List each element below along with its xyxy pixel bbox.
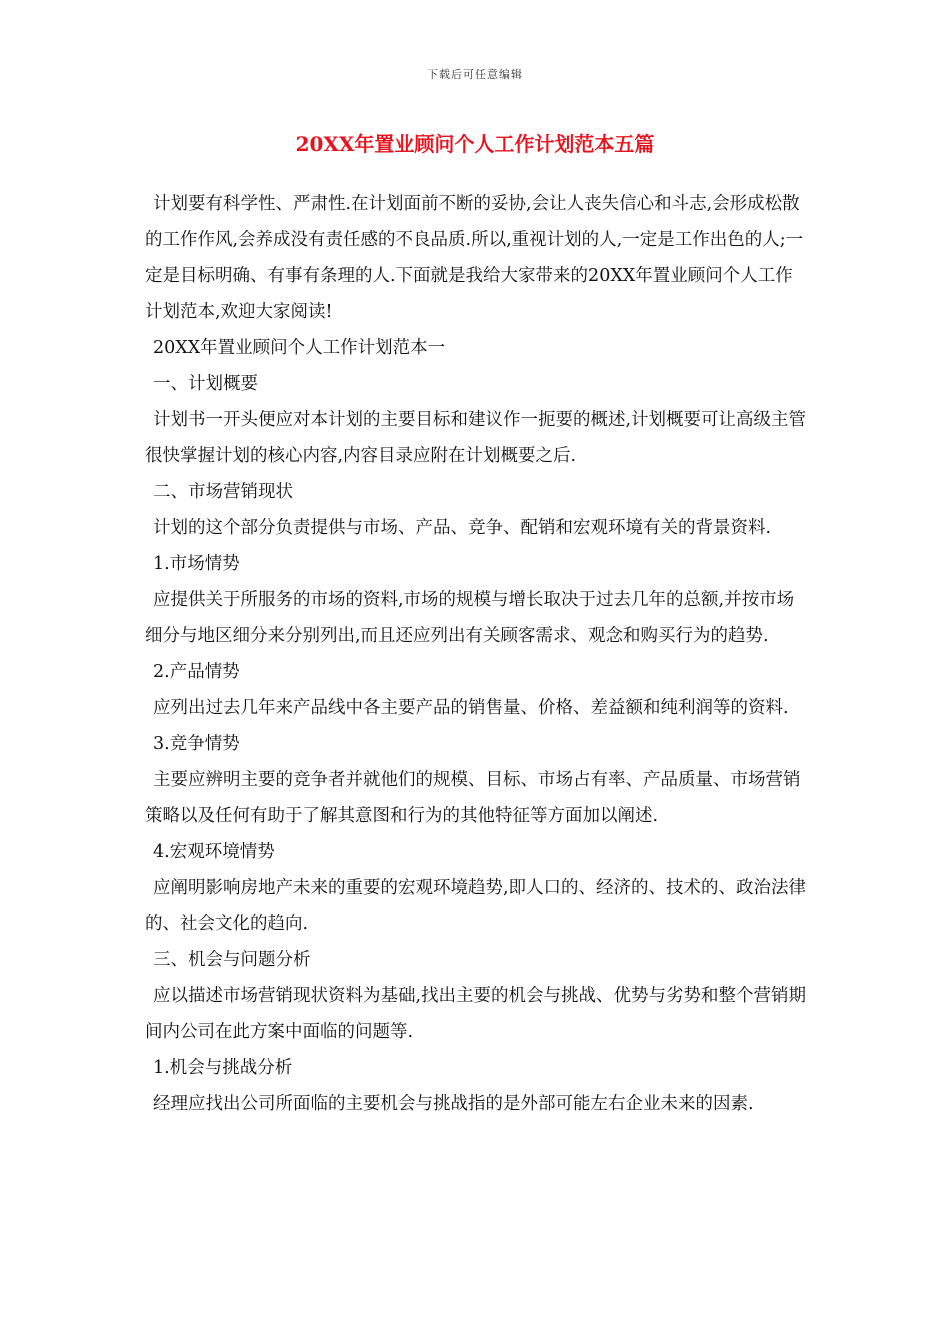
header-note: 下载后可任意编辑 [427,68,523,81]
document-body [145,186,810,1122]
paragraph: 应阐明影响房地产未来的重要的宏观环境趋势,即人口的、经济的、技术的、政治法律的、社会文化的趋向. [145,878,807,934]
heading-opportunity-analysis: 三、机会与问题分析 [153,950,311,970]
section-title: 20XX年置业顾问个人工作计划范本一 [153,338,446,358]
paragraph: 主要应辨明主要的竞争者并就他们的规模、目标、市场占有率、产品质量、市场营销策略以及任何有助于了解其意图和行为的其他特征等方面加以阐述. [145,770,801,826]
subheading-market: 1.市场情势 [153,554,240,574]
paragraph: 应提供关于所服务的市场的资料,市场的规模与增长取决于过去几年的总额,并按市场细分与地区细分来分别列出,而且还应列出有关顾客需求、观念和购买行为的趋势. [145,590,795,646]
paragraph: 计划的这个部分负责提供与市场、产品、竞争、配销和宏观环境有关的背景资料. [153,518,772,538]
paragraph: 计划书一开头便应对本计划的主要目标和建议作一扼要的概述,计划概要可让高级主管很快掌握计划的核心内容,内容目录应附在计划概要之后. [145,410,807,466]
subheading-product: 2.产品情势 [153,662,240,682]
heading-market-status: 二、市场营销现状 [153,482,293,502]
heading-plan-summary: 一、计划概要 [153,374,258,394]
paragraph: 应以描述市场营销现状资料为基础,找出主要的机会与挑战、优势与劣势和整个营销期间内公司在此方案中面临的问题等. [145,986,807,1042]
subheading-competition: 3.竞争情势 [153,734,240,754]
paragraph: 经理应找出公司所面临的主要机会与挑战指的是外部可能左右企业未来的因素. [153,1094,754,1114]
intro-paragraph: 计划要有科学性、严肃性.在计划面前不断的妥协,会让人丧失信心和斗志,会形成松散的工作作风,会养成没有责任感的不良品质.所以,重视计划的人,一定是工作出色的人;一定是目标明确、有事有条理的人.下面就是我给大家带来的20XX年置业顾问个人工作计划范本,欢迎大家阅读! [145,194,804,322]
paragraph: 应列出过去几年来产品线中各主要产品的销售量、价格、差益额和纯利润等的资料. [153,698,789,718]
document-title: 20XX年置业顾问个人工作计划范本五篇 [295,132,655,156]
subheading-macro-environment: 4.宏观环境情势 [153,842,275,862]
subheading-opportunity-challenge: 1.机会与挑战分析 [153,1058,293,1078]
